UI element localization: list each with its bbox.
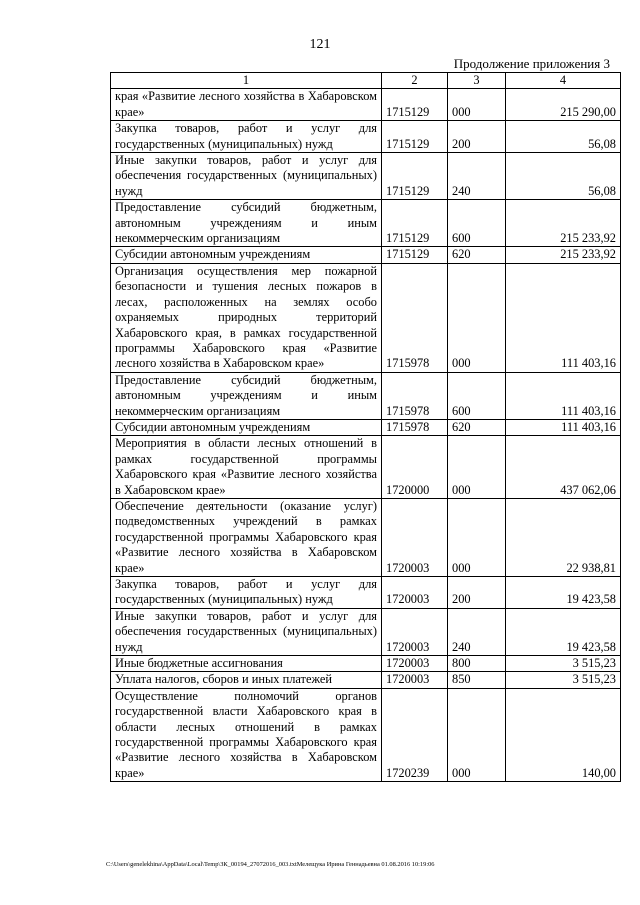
header-col-3: 3 <box>448 73 506 89</box>
table-row <box>111 121 621 153</box>
table-row <box>111 89 621 121</box>
row-amount: 215 233,92 <box>506 200 621 247</box>
row-expense-type: 000 <box>448 688 506 781</box>
row-amount: 19 423,58 <box>506 577 621 609</box>
row-expense-type: 000 <box>448 263 506 372</box>
table-row <box>111 656 621 672</box>
table-row <box>111 200 621 247</box>
continuation-label: Продолжение приложения 3 <box>453 56 610 71</box>
page-number: 121 <box>309 37 331 52</box>
row-code: 1715129 <box>382 247 448 263</box>
row-name: Уплата налогов, сборов и иных платежей <box>111 672 382 688</box>
header-col-1: 1 <box>111 73 382 89</box>
row-amount: 437 062,06 <box>506 436 621 499</box>
row-code: 1715129 <box>382 121 448 153</box>
row-expense-type: 600 <box>448 372 506 419</box>
row-amount: 140,00 <box>506 688 621 781</box>
row-code: 1715129 <box>382 200 448 247</box>
header-col-4: 4 <box>506 73 621 89</box>
row-expense-type: 000 <box>448 436 506 499</box>
budget-table <box>110 72 621 782</box>
row-name: Предоставление субсидий бюджетным, автономным учреждениям и иным некоммерческим организациям <box>111 200 382 247</box>
table-body <box>111 89 621 782</box>
row-code: 1720003 <box>382 498 448 576</box>
table-row <box>111 247 621 263</box>
row-amount: 111 403,16 <box>506 263 621 372</box>
row-amount: 215 233,92 <box>506 247 621 263</box>
row-name: Организация осуществления мер пожарной безопасности и тушения лесных пожаров в лесах, расположенных на землях особо охраняемых природных территорий Хабаровского края, в рамках государственной программы Хабаровского края «Развитие лесного хозяйства в Хабаровском крае» <box>111 263 382 372</box>
row-code: 1720003 <box>382 656 448 672</box>
row-amount: 56,08 <box>506 121 621 153</box>
row-amount: 215 290,00 <box>506 89 621 121</box>
row-name: Иные бюджетные ассигнования <box>111 656 382 672</box>
row-expense-type: 600 <box>448 200 506 247</box>
row-name: Мероприятия в области лесных отношений в рамках государственной программы Хабаровского края «Развитие лесного хозяйства в Хабаровском крае» <box>111 436 382 499</box>
row-expense-type: 240 <box>448 608 506 655</box>
row-code: 1715978 <box>382 372 448 419</box>
row-expense-type: 200 <box>448 121 506 153</box>
table-row <box>111 577 621 609</box>
row-amount: 19 423,58 <box>506 608 621 655</box>
table-row <box>111 419 621 435</box>
row-amount: 3 515,23 <box>506 656 621 672</box>
row-amount: 111 403,16 <box>506 372 621 419</box>
row-name: Закупка товаров, работ и услуг для государственных (муниципальных) нужд <box>111 121 382 153</box>
row-code: 1715978 <box>382 263 448 372</box>
row-amount: 3 515,23 <box>506 672 621 688</box>
row-amount: 22 938,81 <box>506 498 621 576</box>
table-row <box>111 672 621 688</box>
table-row <box>111 688 621 781</box>
row-name: Осуществление полномочий органов государственной власти Хабаровского края в области лесных отношений в рамках государственной программы Хабаровского края «Развитие лесного хозяйства в Хабаровском крае» <box>111 688 382 781</box>
row-code: 1715129 <box>382 153 448 200</box>
row-code: 1720003 <box>382 577 448 609</box>
row-amount: 56,08 <box>506 153 621 200</box>
row-amount: 111 403,16 <box>506 419 621 435</box>
table-row <box>111 372 621 419</box>
table-row <box>111 498 621 576</box>
table-row <box>111 153 621 200</box>
row-code: 1715978 <box>382 419 448 435</box>
row-expense-type: 620 <box>448 419 506 435</box>
table-row <box>111 263 621 372</box>
header-row <box>111 73 621 89</box>
row-code: 1720000 <box>382 436 448 499</box>
row-expense-type: 620 <box>448 247 506 263</box>
row-expense-type: 000 <box>448 89 506 121</box>
table-row <box>111 436 621 499</box>
row-name: Обеспечение деятельности (оказание услуг) подведомственных учреждений в рамках государственной программы Хабаровского края «Развитие лесного хозяйства в Хабаровском крае» <box>111 498 382 576</box>
header-col-2: 2 <box>382 73 448 89</box>
row-code: 1720003 <box>382 672 448 688</box>
row-expense-type: 240 <box>448 153 506 200</box>
table-row <box>111 608 621 655</box>
row-name: края «Развитие лесного хозяйства в Хабаровском крае» <box>111 89 382 121</box>
footer-file-path: C:\Users\genelekhina\AppData\Local\Temp\ЗК_00194_27072016_003.txtМелещука Ирина Геннадьевна 01.08.2016 10:19:06 <box>106 861 435 868</box>
row-code: 1720003 <box>382 608 448 655</box>
row-name: Субсидии автономным учреждениям <box>111 419 382 435</box>
row-code: 1715129 <box>382 89 448 121</box>
row-name: Иные закупки товаров, работ и услуг для обеспечения государственных (муниципальных) нужд <box>111 608 382 655</box>
row-name: Субсидии автономным учреждениям <box>111 247 382 263</box>
row-expense-type: 800 <box>448 656 506 672</box>
row-name: Предоставление субсидий бюджетным, автономным учреждениям и иным некоммерческим организациям <box>111 372 382 419</box>
row-code: 1720239 <box>382 688 448 781</box>
row-expense-type: 200 <box>448 577 506 609</box>
row-expense-type: 000 <box>448 498 506 576</box>
row-name: Закупка товаров, работ и услуг для государственных (муниципальных) нужд <box>111 577 382 609</box>
row-expense-type: 850 <box>448 672 506 688</box>
row-name: Иные закупки товаров, работ и услуг для обеспечения государственных (муниципальных) нужд <box>111 153 382 200</box>
